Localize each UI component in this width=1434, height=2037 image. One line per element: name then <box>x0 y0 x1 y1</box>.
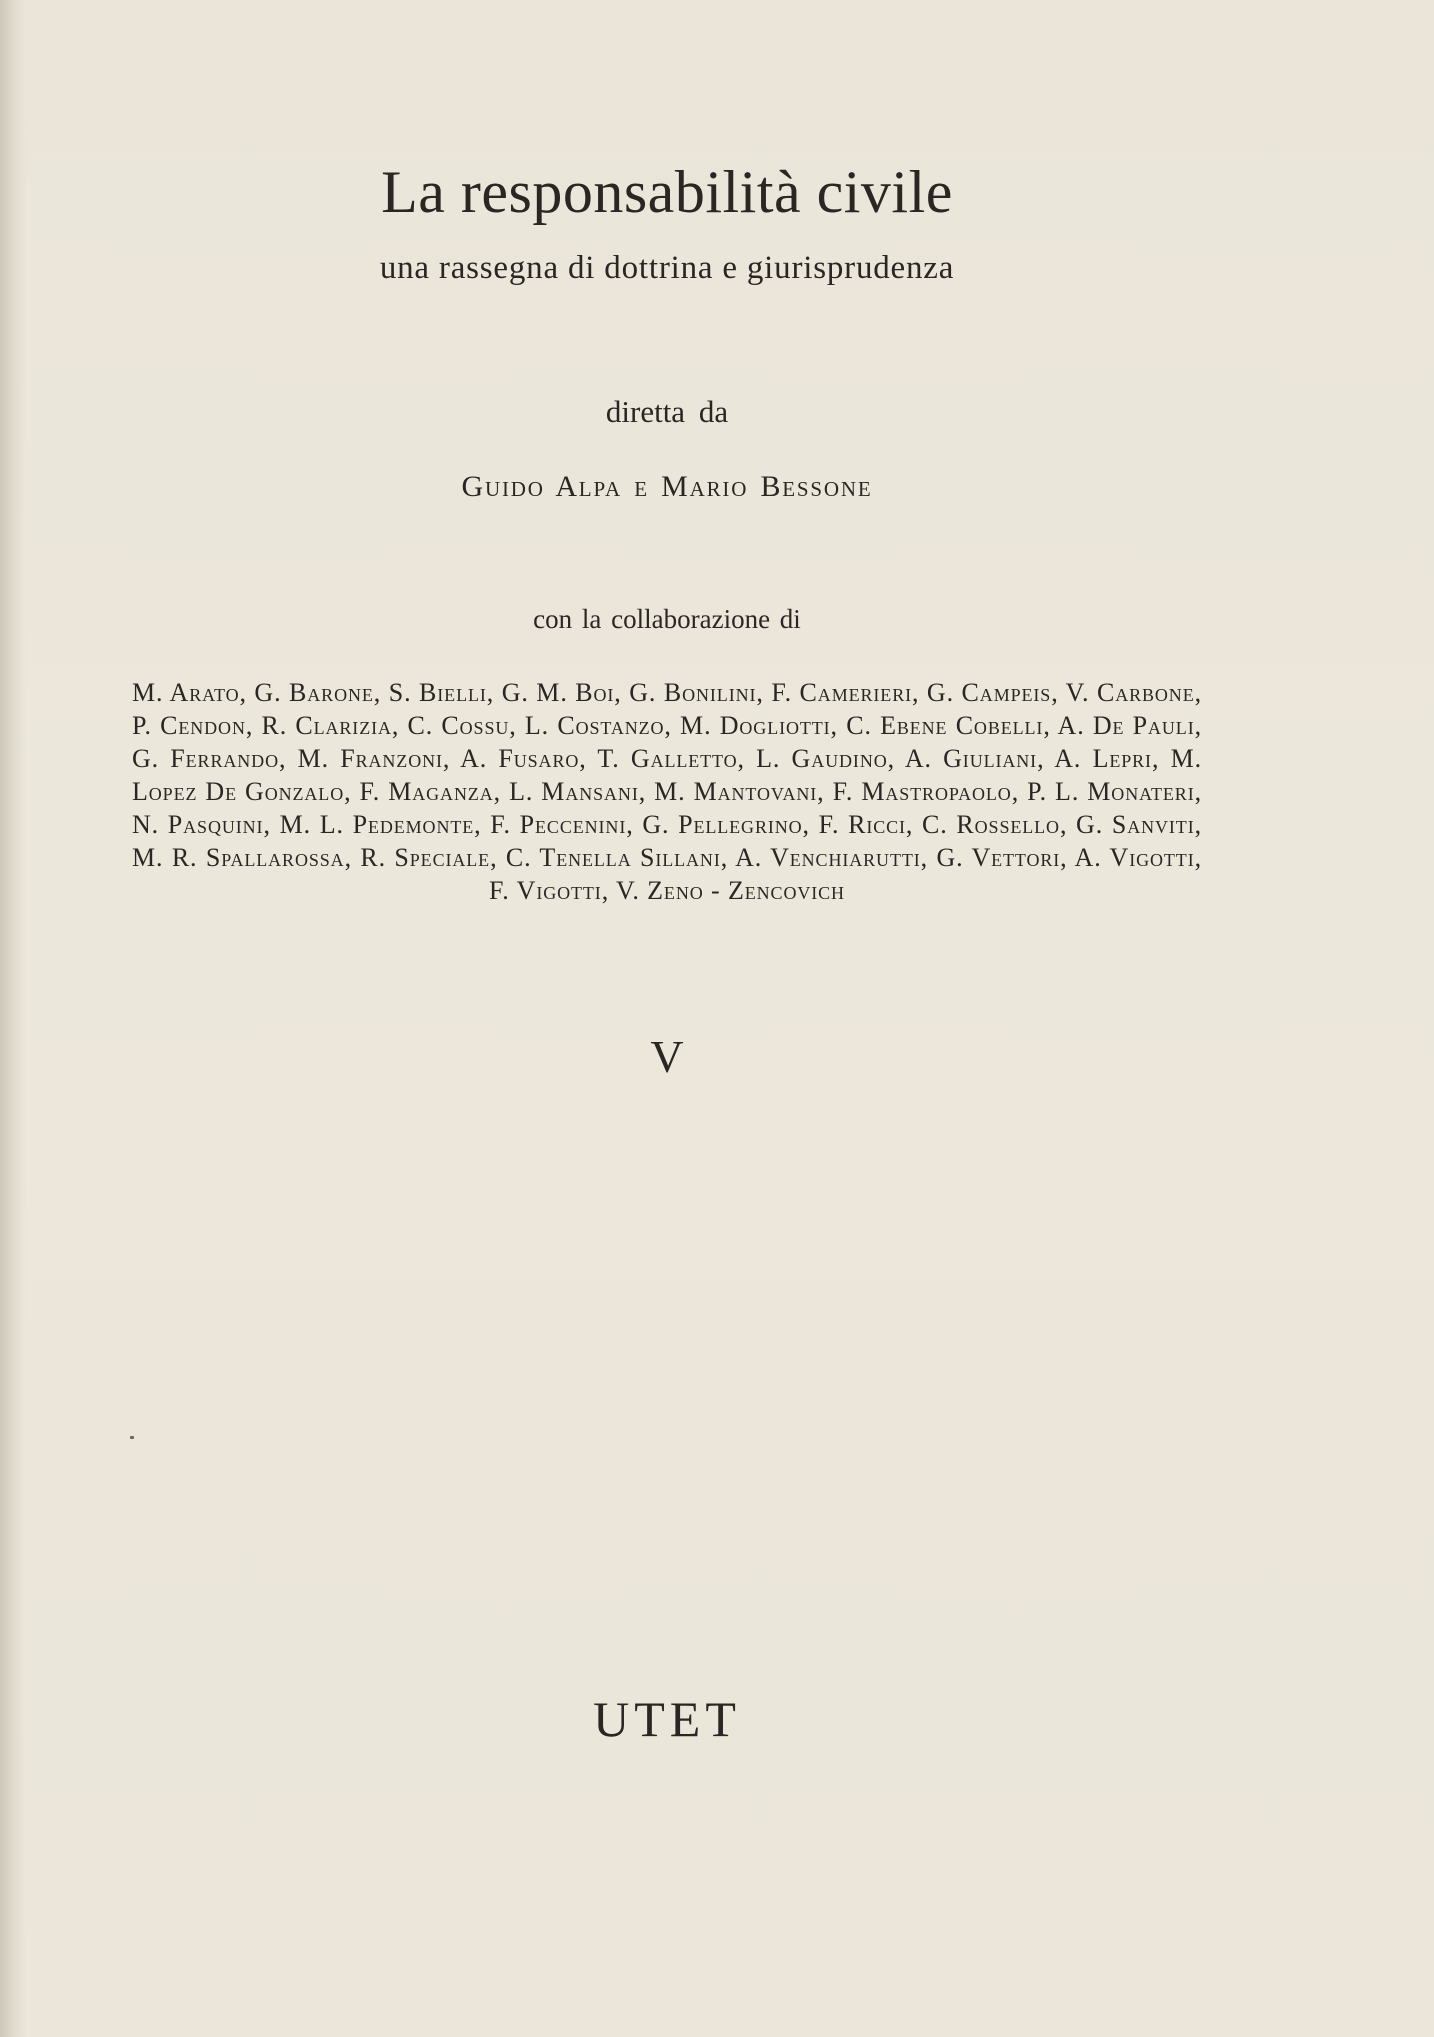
paper-speck <box>130 1436 134 1439</box>
directed-by-label: diretta da <box>605 394 729 429</box>
book-subtitle: una rassegna di dottrina e giurisprudenza <box>379 250 955 286</box>
collaboration-label: con la collaborazione di <box>533 604 801 634</box>
publisher-name: UTET <box>593 1691 741 1747</box>
volume-number: V <box>650 1031 684 1082</box>
contributors-list: M. Arato, G. Barone, S. Bielli, G. M. Boi, G. Bonilini, F. Camerieri, G. Campeis, V. Carbone, P. Cendon, R. Clarizia, C. Cossu, L. Costanzo, M. Dogliotti, C. Ebene Cobelli, A. De Pauli, G. Ferrando, M. Franzoni, A. Fusaro, T. Galletto, L. Gaudino, A. Giuliani, A. Lepri, M. Lopez De Gonzalo, F. Maganza, L. Mansani, M. Mantovani, F. Mastropaolo, P. L. Monateri, N. Pasquini, M. L. Pedemonte, F. Peccenini, G. Pellegrino, F. Ricci, C. Rossello, G. Sanviti, M. R. Spallarossa, R. Speciale, C. Tenella Sillani, A. Venchiarutti, G. Vettori, A. Vigotti, F. Vigotti, V. Zeno - Zencovich <box>132 678 1202 905</box>
directors-names: Guido Alpa e Mario Bessone <box>461 470 873 503</box>
book-title: La responsabilità civile <box>381 159 953 225</box>
